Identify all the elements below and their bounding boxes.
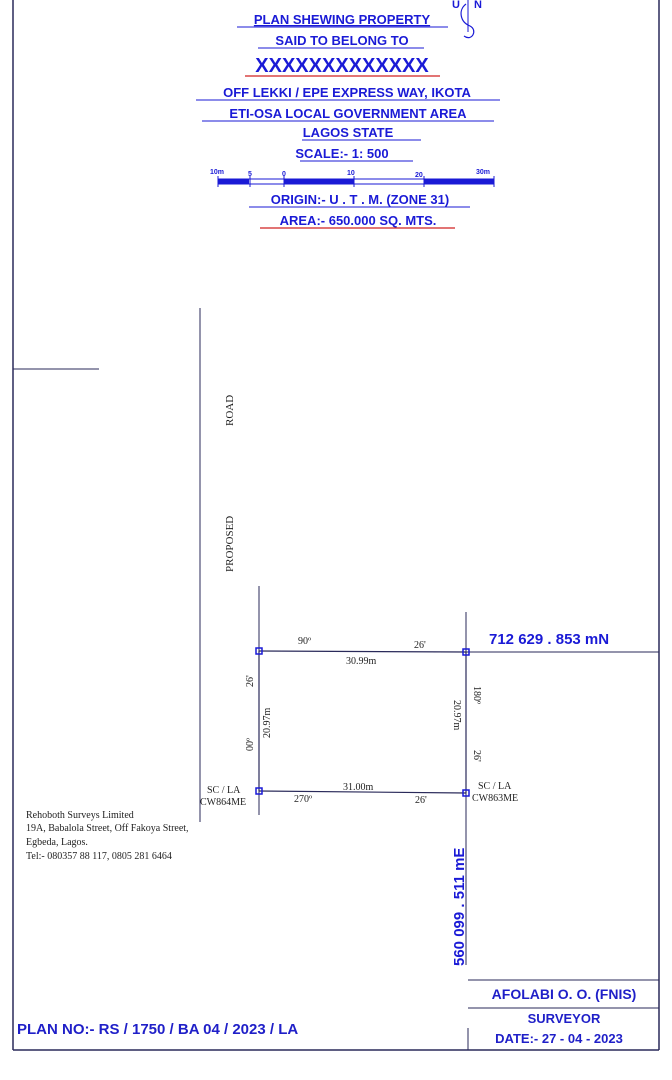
plan-date: DATE:- 27 - 04 - 2023 — [495, 1031, 623, 1046]
bottom-distance: 31.00m — [343, 782, 374, 793]
location-line-1: OFF LEKKI / EPE EXPRESS WAY, IKOTA — [223, 85, 471, 100]
beacon-label-bl-line1: SC / LA — [207, 785, 241, 796]
scale-tick-label: 5 — [248, 171, 252, 178]
scale-tick-label: 20 — [415, 172, 423, 179]
beacon-label-br-line1: SC / LA — [478, 781, 512, 792]
surveyor-title: SURVEYOR — [527, 1011, 601, 1026]
title-line-1: PLAN SHEWING PROPERTY — [253, 12, 431, 27]
top-minutes: 26' — [414, 640, 426, 651]
top-distance: 30.99m — [346, 656, 377, 667]
beacon-label-br-line2: CW863ME — [472, 793, 519, 804]
origin-line: ORIGIN:- U . T . M. (ZONE 31) — [270, 192, 450, 207]
plan-number: PLAN NO:- RS / 1750 / BA 04 / 2023 / LA — [17, 1021, 299, 1038]
left-bearing: 00º — [245, 737, 256, 751]
firm-tel: Tel:- 080357 88 117, 0805 281 6464 — [26, 851, 172, 862]
bottom-bearing: 270º — [294, 794, 313, 805]
road-label-proposed: PROPOSED — [224, 515, 236, 572]
left-distance: 20.97m — [262, 707, 273, 738]
scale-tick-label: 30m — [476, 169, 491, 176]
owner-name: XXXXXXXXXXXXX — [255, 55, 429, 77]
scale-tick-label: 10 — [347, 170, 355, 177]
surveyor-name: AFOLABI O. O. (FNIS) — [491, 986, 637, 1002]
scale-tick-label: 10m — [210, 169, 225, 176]
top-bearing: 90º — [298, 636, 312, 647]
left-minutes: 26' — [245, 675, 256, 687]
firm-name: Rehoboth Surveys Limited — [26, 810, 134, 821]
bottom-minutes: 26' — [415, 795, 427, 806]
north-label: N — [474, 0, 482, 11]
firm-address-2: Egbeda, Lagos. — [26, 837, 88, 848]
road-label-road: ROAD — [224, 394, 236, 426]
north-arrow-icon — [452, 0, 482, 38]
location-line-2: ETI-OSA LOCAL GOVERNMENT AREA — [229, 106, 467, 121]
area-line: AREA:- 650.000 SQ. MTS. — [279, 213, 437, 228]
scale-bar — [210, 169, 494, 187]
right-minutes: 26' — [471, 750, 482, 762]
state-line: LAGOS STATE — [302, 125, 394, 140]
firm-address-1: 19A, Babalola Street, Off Fakoya Street, — [26, 823, 189, 834]
beacon-label-bl-line2: CW864ME — [200, 797, 247, 808]
scale-tick-label: 0 — [282, 171, 286, 178]
easting-coordinate: 560 099 . 511 mE — [451, 847, 468, 966]
right-distance: 20.97m — [451, 700, 462, 731]
north-u-label: U — [452, 0, 460, 11]
northing-coordinate: 712 629 . 853 mN — [489, 631, 610, 648]
right-bearing: 180º — [471, 686, 482, 705]
title-line-2: SAID TO BELONG TO — [275, 33, 409, 48]
scale-line: SCALE:- 1: 500 — [295, 146, 389, 161]
